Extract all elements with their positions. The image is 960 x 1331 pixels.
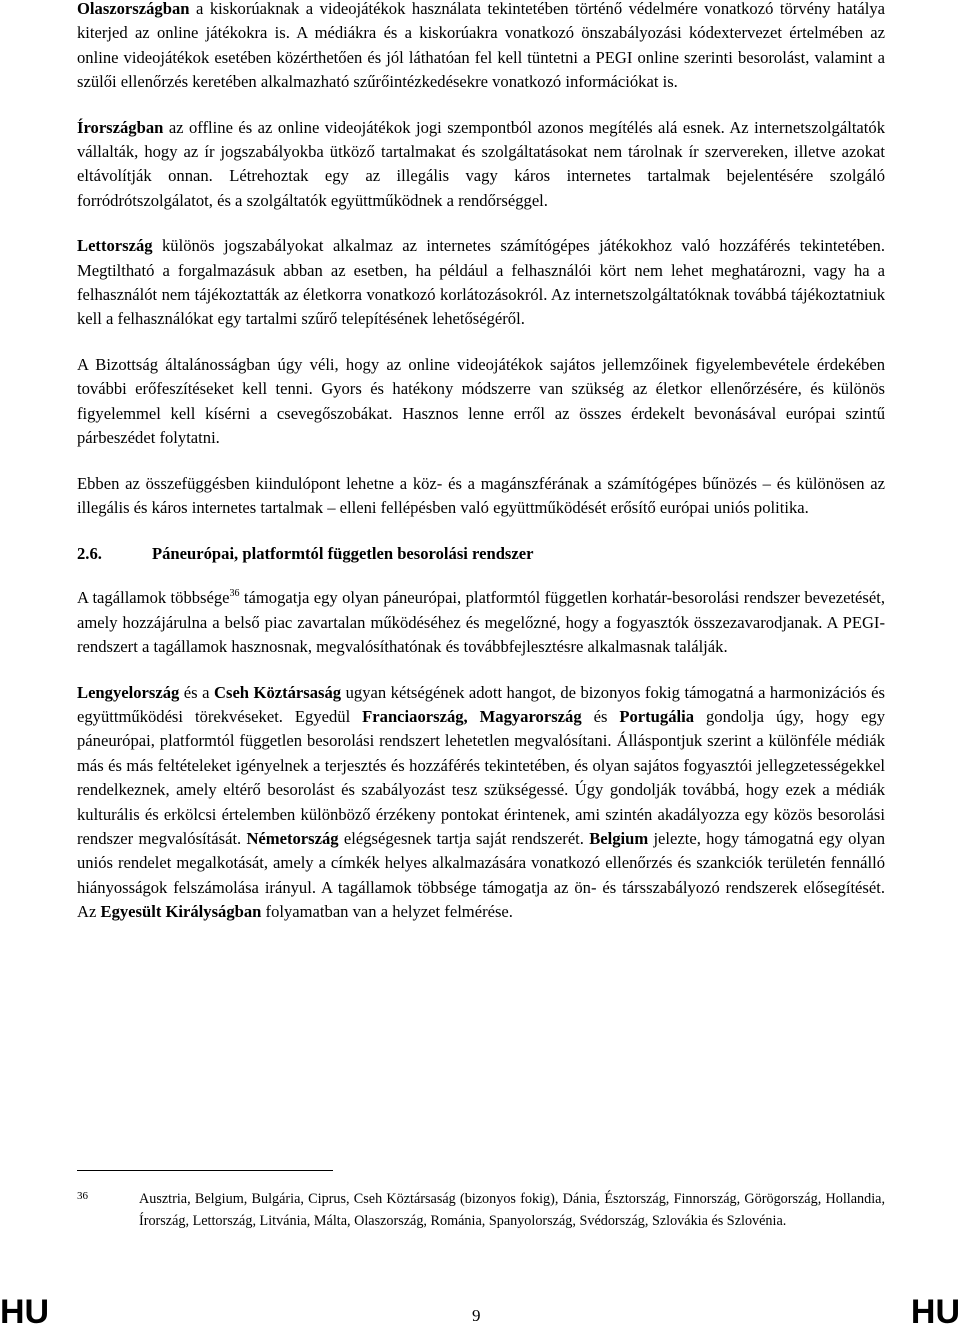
footnote-separator (77, 1170, 333, 1171)
footnote-reference: 36 (229, 588, 240, 600)
bold-country-name: Portugália (619, 706, 695, 726)
footnote-mark: 36 (77, 1190, 88, 1202)
paragraph-member-states (77, 681, 885, 925)
bold-country-name: Lengyelország (77, 682, 180, 702)
footnote-text: Ausztria, Belgium, Bulgária, Ciprus, Cseh Köztársaság (bizonyos fokig), Dánia, Észtország, Finnország, Görögország, Hollandia, Írország, Lettország, Litvánia, Málta, Olaszország, Románia, Spanyolország, Svédország, Szlovákia és Szlovénia. (139, 1191, 885, 1229)
paragraph-italy (77, 0, 885, 95)
text-run: elégségesnek tartja saját rendszerét. (338, 828, 590, 848)
bold-country-name: Németország (246, 828, 339, 848)
text-run: az offline és az online videojátékok jogi szempontból azonos megítélés alá esnek. Az internetszolgáltatók vállalták, hogy az ír jogszabályokba ütköző tartalmakat és szolgáltatásokat nem tárolnak ír szervereken, illetve azokat eltávolítják onnan. Létrehoztak egy az illegális vagy káros internetes tartalmak bejelentésére szolgáló forródrótszolgálatot, és a szolgáltatók együttműködnek a rendőrséggel. (77, 117, 885, 210)
bold-country-name: Lettország (77, 236, 153, 256)
paragraph-majority (77, 586, 885, 659)
text-run: A Bizottság általánosságban úgy véli, hogy az online videojátékok sajátos jellemzőinek figyelembevétele érdekében további erőfeszítéseket kell tenni. Gyors és hatékony módszerre van szükség az életkor ellenőrzésére, és különös figyelemmel kell kísérni a csevegőszobákat. Hasznos lenne erről az összes érdekelt bevonásával európai szintű párbeszédet folytatni. (77, 354, 885, 448)
section-heading (77, 542, 885, 566)
text-run: ugyan kétségének adott hangot, de bizonyos fokig támogatná a harmonizációs és együttműködési törekvéseket. Egyedül (77, 682, 886, 726)
bold-country-name: Cseh Köztársaság (214, 682, 342, 702)
bold-country-name: Belgium (589, 828, 649, 848)
text-run: jelezte, hogy támogatná egy olyan uniós rendelet megalkotását, amely a címkék helyes alkalmazására vonatkozó ellenőrzés és szankciók területén fennálló hiányosságok felszámolása irányul. A tagállamok többsége támogatja az ön- és társszabályozó rendszerek elősegítését. Az (77, 828, 885, 922)
text-run: különös jogszabályokat alkalmaz az internetes számítógépes játékokhoz való hozzáférés tekintetében. Megtiltható a forgalmazásuk abban az esetben, ha például a felhasználói kört nem lehet meghatározni, vagy ha a felhasználót nem tájékoztatták az életkorra vonatkozó korlátozásokról. Az internetszolgáltatóknak továbbá tájékoztatniuk kell a felhasználókat egy tartalmi szűrő telepítésének lehetőségéről. (77, 236, 885, 329)
text-run: támogatja egy olyan páneurópai, platformtól független korhatár-besorolási rendszer bevezetését, amely hozzájárulna a belső piac zavartalan működéséhez és megelőzné, hogy a fogyasztók összezavarodjanak. A PEGI-rendszert a tagállamok hasznosnak, megvalósíthatónak és továbbfejlesztésre alkalmasnak találják. (77, 588, 885, 657)
paragraph-ireland (77, 116, 885, 214)
paragraph-latvia (77, 234, 885, 332)
footnote (77, 1188, 885, 1232)
text-run: A tagállamok többsége (77, 588, 230, 608)
top-paragraphs (77, 0, 885, 925)
paragraph-commission (77, 353, 885, 451)
text-run: folyamatban van a helyzet felmérése. (261, 902, 513, 922)
bold-country-name: Olaszországban (77, 0, 190, 18)
text-run: Ebben az összefüggésben kiindulópont lehetne a köz- és a magánszférának a számítógépes bűnözés – és különösen az illegális és káros internetes tartalmak – elleni fellépésben való együttműködését erősítő európai uniós politika. (77, 473, 885, 517)
text-run: és (581, 706, 620, 726)
footer-language-left: HU (0, 1293, 50, 1331)
text-run: és a (179, 682, 214, 702)
paragraph-cybercrime (77, 472, 885, 521)
footer-language-right: HU (910, 1293, 960, 1331)
section-title: Páneurópai, platformtól független besorolási rendszer (152, 544, 534, 564)
bold-country-name: Egyesült Királyságban (100, 902, 262, 922)
text-run: a kiskorúaknak a videojátékok használata tekintetében történő védelmére vonatkozó törvény hatálya kiterjed az online játékokra is. A médiákra és a kiskorúakra vonatkozó önszabályozási kódextervezet értelmében az online videojátékok esetében közérthetően és jól láthatóan fel kell tüntetni a PEGI online szerinti besorolást, valamint a szülői ellenőrzés keretében alkalmazható szűrőintézkedésekre vonatkozó információkat is. (77, 0, 885, 92)
text-run: gondolja úgy, hogy egy páneurópai, platformtól független besorolási rendszert lehetetlen megvalósítani. Álláspontjuk szerint a különféle médiák más és más feltételeket igényelnek a terjesztés és hozzáférés tekintetében, és olyan sajátos fogyasztói jellegzetességekkel rendelkeznek, amely eltérő besorolást és szabályozást tesz szükségessé. Úgy gondolják továbbá, hogy ezek a médiák kulturális és erkölcsi értelemben különböző érzékeny pontokat érintenek, ami szintén akadályozza egy közös besorolási rendszer megvalósítását. (77, 706, 886, 848)
section-number: 2.6. (77, 544, 102, 564)
page-number: 9 (472, 1306, 481, 1325)
bold-country-name: Írországban (77, 117, 164, 137)
bold-country-name: Franciaország, Magyarország (362, 706, 582, 726)
